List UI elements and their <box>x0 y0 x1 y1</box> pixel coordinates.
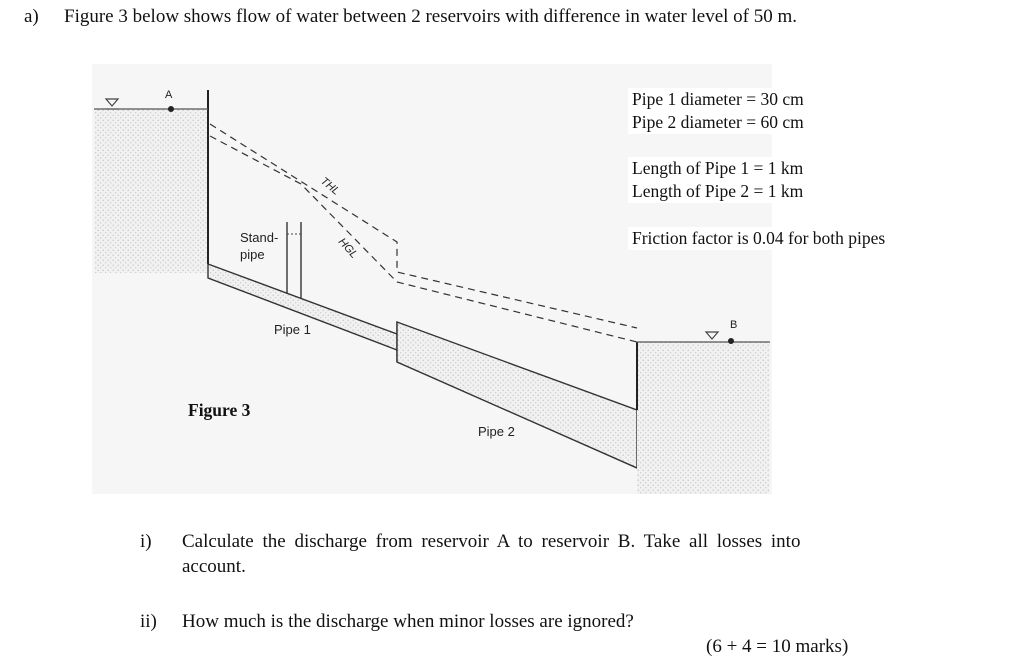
reservoir-b-water <box>637 342 770 494</box>
pipe-2-label: Pipe 2 <box>478 424 515 439</box>
pipe-1-diameter: Pipe 1 diameter = 30 cm <box>632 89 804 109</box>
pipe-1-length: Length of Pipe 1 = 1 km <box>632 158 804 178</box>
specs-diameters <box>628 88 808 134</box>
sub-question-i-label: i) <box>140 531 152 552</box>
pipe-2-diameter: Pipe 2 diameter = 60 cm <box>632 112 804 132</box>
pipe-1-label: Pipe 1 <box>274 322 311 337</box>
sub-question-ii-label: ii) <box>140 611 157 632</box>
friction-factor: Friction factor is 0.04 for both pipes <box>628 227 889 250</box>
reservoir-a-water <box>94 109 208 273</box>
pipe-2-length: Length of Pipe 2 = 1 km <box>632 181 804 201</box>
reservoir-b-label: B <box>730 319 738 331</box>
sub-question-i-line1: Calculate the discharge from reservoir A to reservoir B. Take all losses into <box>182 531 801 552</box>
standpipe-label-line2: pipe <box>240 247 265 262</box>
thl-label: THL <box>318 175 342 198</box>
reservoir-a-label: A <box>165 89 173 101</box>
point-a-marker <box>168 106 174 112</box>
hgl-label: HGL <box>335 235 360 261</box>
standpipe-label-line1: Stand- <box>240 230 279 245</box>
marks-allocation: (6 + 4 = 10 marks) <box>706 636 849 657</box>
sub-question-ii-text: How much is the discharge when minor losses are ignored? <box>182 611 634 632</box>
question-a-label: a) <box>24 6 39 27</box>
point-b-marker <box>728 338 734 344</box>
sub-question-i-line2: account. <box>182 556 246 577</box>
specs-lengths <box>628 157 807 203</box>
question-a-text: Figure 3 below shows flow of water between 2 reservoirs with difference in water level of 50 m. <box>64 6 798 27</box>
figure-caption: Figure 3 <box>188 400 251 420</box>
